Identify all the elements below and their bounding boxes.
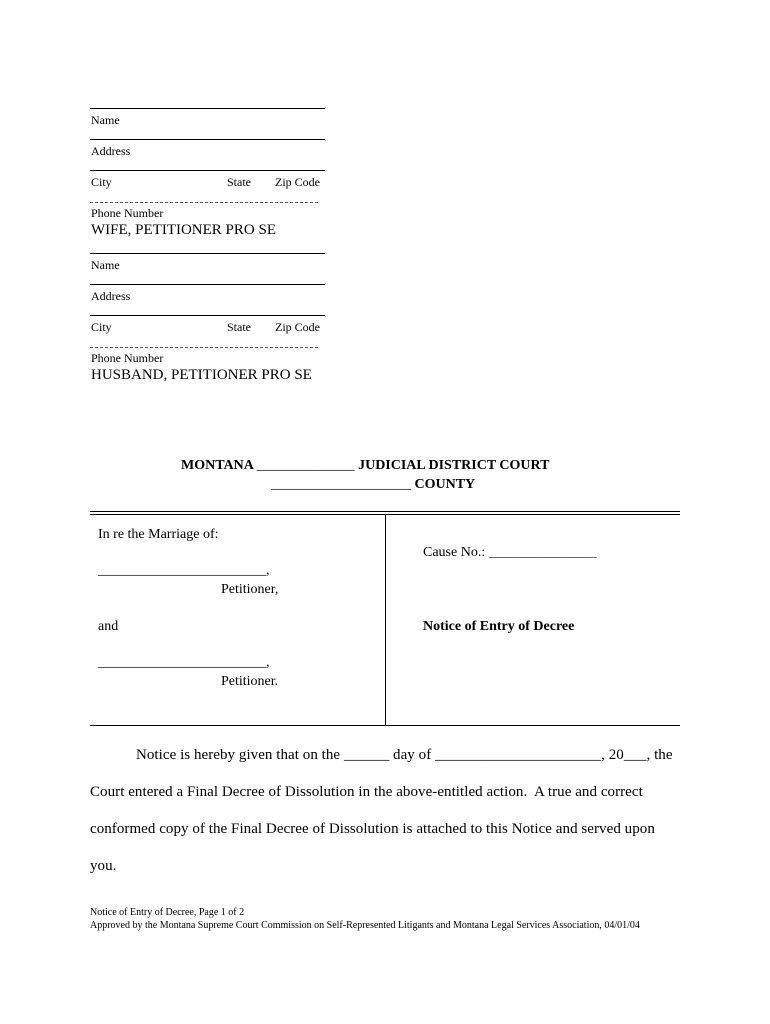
husband-role: HUSBAND, PETITIONER PRO SE [91, 367, 312, 383]
and-label: and [98, 619, 119, 634]
husband-name-label: Name [91, 258, 120, 272]
caption-divider [385, 515, 386, 726]
husband-city-label: City [91, 320, 112, 334]
husband-address-label: Address [91, 289, 131, 303]
wife-phone-label: Phone Number [91, 206, 164, 220]
county-label: COUNTY [414, 477, 476, 492]
wife-role: WIFE, PETITIONER PRO SE [91, 222, 276, 238]
footer-page: Notice of Entry of Decree, Page 1 of 2 [90, 907, 245, 918]
husband-phone-line[interactable] [90, 347, 318, 348]
district-blank[interactable]: ______________ [256, 458, 355, 473]
caption-bottom-rule [90, 725, 680, 726]
husband-state-label: State [227, 320, 251, 334]
court-state: MONTANA [181, 458, 254, 473]
wife-name-line[interactable] [90, 108, 325, 109]
husband-address-line[interactable] [90, 284, 325, 285]
body-line-4: you. [90, 858, 117, 874]
footer-approved: Approved by the Montana Supreme Court Commission on Self-Represented Litigants and Montana Legal Services Association, 04/01/04 [90, 920, 640, 931]
wife-state-label: State [227, 175, 251, 189]
husband-city-line[interactable] [90, 315, 325, 316]
document-title: Notice of Entry of Decree [423, 619, 575, 634]
court-name: JUDICIAL DISTRICT COURT [358, 458, 550, 473]
husband-zip-label: Zip Code [275, 320, 320, 334]
petitioner2-name-blank[interactable]: ________________________, [98, 655, 270, 670]
county-blank[interactable]: ____________________ [271, 477, 411, 492]
body-line-3: conformed copy of the Final Decree of Dissolution is attached to this Notice and served upon [90, 821, 655, 837]
husband-phone-label: Phone Number [91, 351, 164, 365]
in-re-label: In re the Marriage of: [98, 527, 219, 542]
cause-number-blank[interactable]: __________________ [488, 545, 597, 559]
court-heading-line2 [271, 477, 475, 493]
wife-city-label: City [91, 175, 112, 189]
court-heading-line1 [181, 458, 549, 474]
petitioner1-name-blank[interactable]: ________________________, [98, 563, 270, 578]
wife-address-label: Address [91, 144, 131, 158]
petitioner1-label: Petitioner, [221, 582, 279, 597]
body-line-1: Notice is hereby given that on the ______ day of ______________________, 20___, the [136, 747, 673, 763]
body-line-2: Court entered a Final Decree of Dissolution in the above-entitled action. A true and correct [90, 784, 643, 800]
cause-label: Cause No.: [423, 545, 486, 560]
cause-number [423, 545, 597, 561]
petitioner2-label: Petitioner. [221, 674, 279, 689]
wife-zip-label: Zip Code [275, 175, 320, 189]
wife-name-label: Name [91, 113, 120, 127]
husband-name-line[interactable] [90, 253, 325, 254]
wife-address-line[interactable] [90, 139, 325, 140]
wife-phone-line[interactable] [90, 202, 318, 203]
wife-city-line[interactable] [90, 170, 325, 171]
